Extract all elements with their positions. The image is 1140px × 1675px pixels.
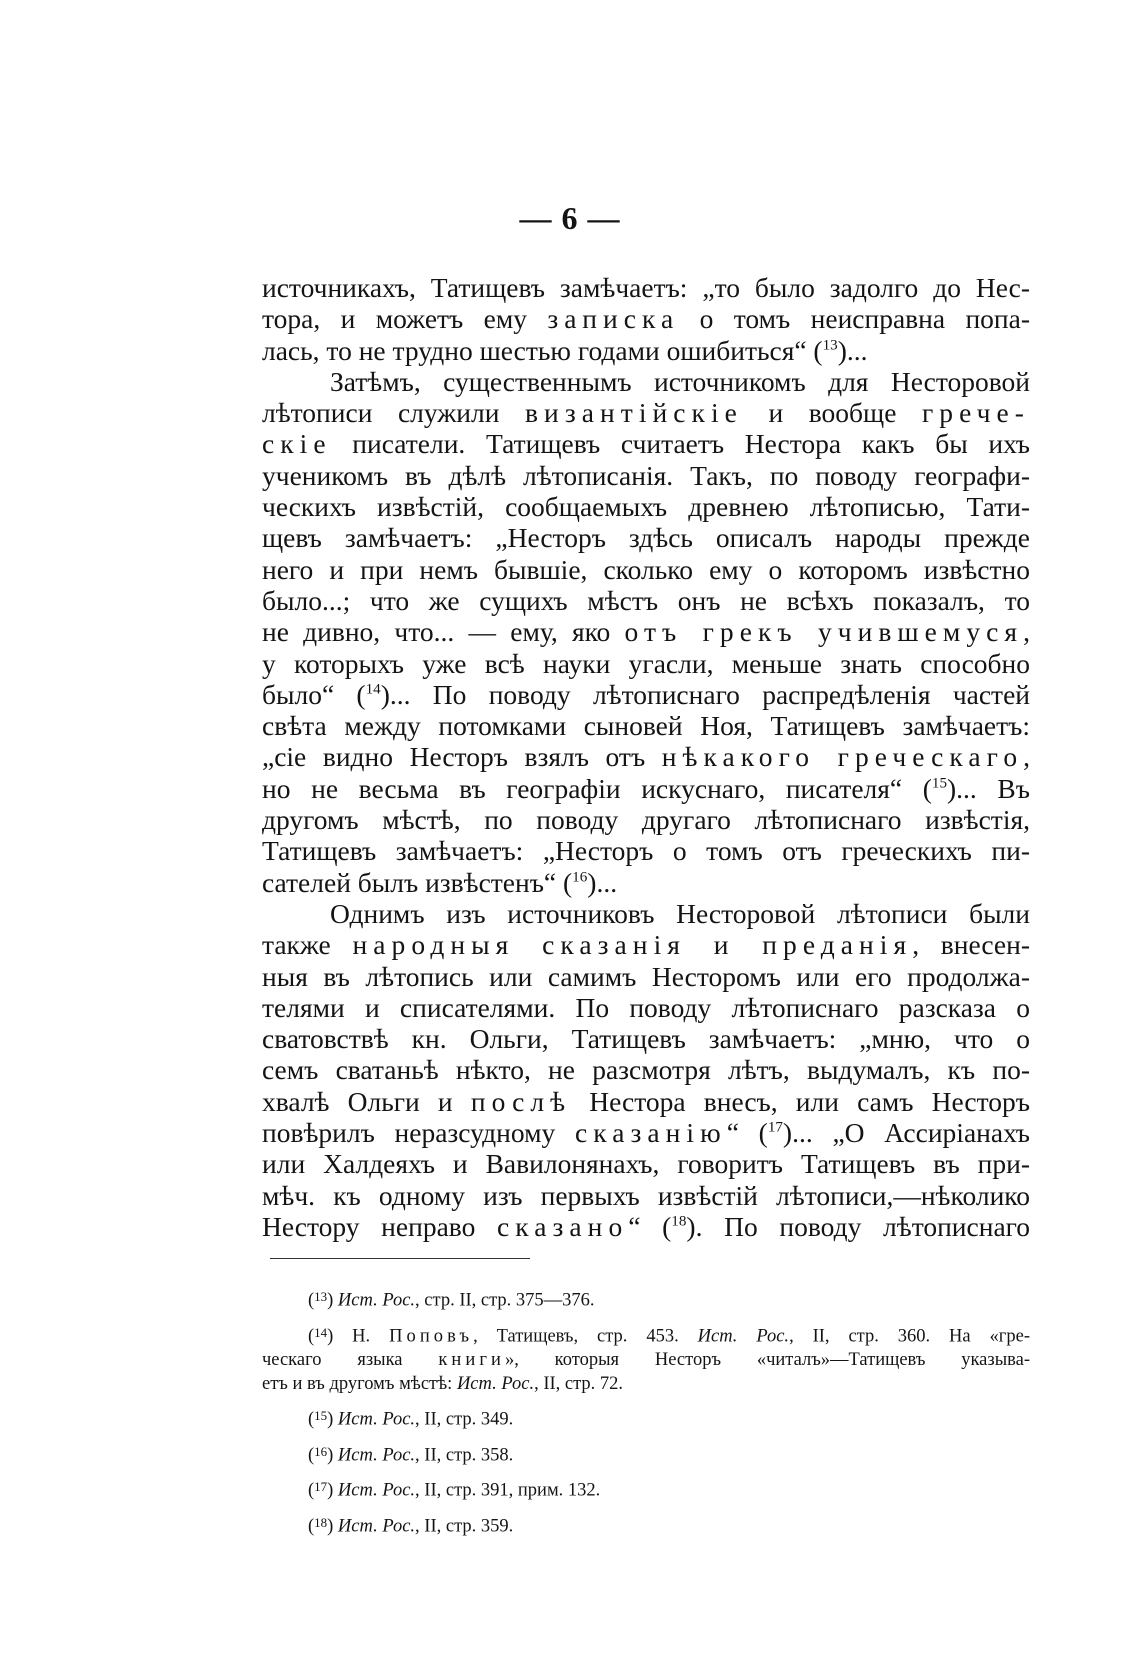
text-line: или Халдеяхъ и Вавилонянахъ, говоритъ Татищевъ въ при- bbox=[262, 1148, 1030, 1180]
footnote-18: ($^{18}$) Ист. Рос., II, стр. 359. bbox=[308, 1514, 514, 1537]
text-line: Татищевъ замѣчаетъ: „Несторъ о томъ отъ греческихъ пи- bbox=[262, 835, 1030, 867]
footnote-14-line: етъ и въ другомъ мѣстѣ: Ист. Рос., II, стр. 72. bbox=[262, 1374, 624, 1395]
footnotes bbox=[262, 1285, 1030, 1546]
text-line: тора, и можетъ ему записка о томъ неисправна попа- bbox=[262, 303, 1030, 335]
text-line: Однимъ изъ источниковъ Несторовой лѣтописи были bbox=[330, 897, 1030, 929]
footnote-ref: 17 bbox=[767, 1119, 783, 1136]
text-line: „сіе видно Несторъ взялъ отъ нѣкакого греческаго, bbox=[262, 741, 1030, 773]
spaced-emphasis: книги bbox=[438, 1350, 505, 1371]
spaced-emphasis: отъ грекъ учившемуся bbox=[624, 616, 1024, 648]
text-line: у которыхъ уже всѣ науки угасли, меньше знать способно bbox=[262, 647, 1030, 679]
text-line: лась, то не трудно шестью годами ошибиться“ ($^{13}$)... bbox=[262, 334, 868, 366]
italic-source: Ист. Рос. bbox=[456, 1374, 535, 1395]
text-line: хвалѣ Ольги и послѣ Нестора внесъ, или самъ Несторъ bbox=[262, 1085, 1031, 1117]
footnote-ref: 15 bbox=[931, 775, 948, 792]
spaced-emphasis: Поповъ bbox=[389, 1326, 474, 1347]
text-line: также народныя сказанія и преданія, внесен- bbox=[262, 929, 1031, 961]
footnote-ref: 18 bbox=[671, 1213, 687, 1230]
footnote-ref: 17 bbox=[314, 1479, 328, 1495]
text-line: щевъ замѣчаетъ: „Несторъ здѣсь описалъ народы прежде bbox=[262, 522, 1030, 554]
text-line: мѣч. къ одному изъ первыхъ извѣстій лѣтописи,—нѣколико bbox=[262, 1179, 1030, 1211]
text-line: свѣта между потомками сыновей Ноя, Татищевъ замѣчаетъ: bbox=[262, 710, 1030, 742]
spaced-emphasis: нѣкакого греческаго bbox=[661, 741, 1024, 773]
spaced-emphasis: народныя сказанія и преданія bbox=[352, 929, 913, 961]
spaced-emphasis: византійскіе bbox=[525, 397, 743, 429]
italic-source: Ист. Рос. bbox=[337, 1445, 416, 1466]
footnote-ref: 16 bbox=[572, 869, 588, 886]
text-line: телями и списателями. По поводу лѣтописнаго разсказа о bbox=[262, 991, 1030, 1023]
footnote-16: ($^{16}$) Ист. Рос., II, стр. 358. bbox=[308, 1443, 514, 1466]
footnote-ref: 13 bbox=[314, 1289, 328, 1304]
text-line: скіе писатели. Татищевъ считаетъ Нестора какъ бы ихъ bbox=[262, 428, 1030, 460]
text-line: сателей былъ извѣстенъ“ ($^{16}$)... bbox=[262, 866, 618, 898]
spaced-emphasis: сказано bbox=[497, 1210, 629, 1242]
text-line: ученикомъ въ дѣлѣ лѣтописанія. Такъ, по поводу географи- bbox=[262, 459, 1030, 491]
footnote-15: ($^{15}$) Ист. Рос., II, стр. 349. bbox=[308, 1408, 514, 1430]
footnote-14-line: ческаго языка книги», которыя Несторъ «читалъ»—Татищевъ указыва- bbox=[262, 1350, 1030, 1371]
text-line: но не весьма въ географіи искуснаго, писателя“ ($^{15}$)... Въ bbox=[262, 772, 1030, 804]
footnote-ref: 15 bbox=[314, 1408, 328, 1424]
footnote-14 bbox=[262, 1321, 1030, 1397]
text-line: Затѣмъ, существеннымъ источникомъ для Несторовой bbox=[330, 365, 1030, 397]
footnote-ref: 14 bbox=[314, 1324, 328, 1340]
text-line: другомъ мѣстѣ, по поводу другаго лѣтописнаго извѣстія, bbox=[262, 804, 1030, 836]
italic-source: Ист. Рос. bbox=[337, 1409, 416, 1430]
spaced-emphasis: записка bbox=[547, 303, 680, 335]
page-number: — 6 — bbox=[519, 200, 621, 236]
spaced-emphasis: скіе bbox=[262, 428, 332, 460]
text-line: источникахъ, Татищевъ замѣчаетъ: „то было задолго до Нес- bbox=[262, 272, 1030, 303]
italic-source: Ист. Рос. bbox=[337, 1480, 416, 1501]
text-line: было“ ($^{14}$)... По поводу лѣтописнаго распредѣленія частей bbox=[262, 678, 1030, 710]
footnote-divider bbox=[270, 1258, 530, 1259]
spaced-emphasis: сказанію bbox=[574, 1117, 727, 1149]
text-line: лѣтописи служили византійскіе и вообще грече- bbox=[262, 397, 1031, 429]
text-line: не дивно, что... — ему, яко отъ грекъ учившемуся, bbox=[262, 616, 1030, 648]
footnote-ref: 16 bbox=[314, 1443, 328, 1459]
text-line: семъ сватаньѣ нѣкто, не разсмотря лѣтъ, выдумалъ, къ по- bbox=[262, 1054, 1030, 1086]
text-line: ческихъ извѣстій, сообщаемыхъ древнею лѣтописью, Тати- bbox=[262, 491, 1030, 523]
text-line: сватовствѣ кн. Ольги, Татищевъ замѣчаетъ: „мню, что о bbox=[262, 1023, 1030, 1055]
footnote-14-line: ($^{14}$) Н. Поповъ, Татищевъ, стр. 453. Ист. Рос., II, стр. 360. На «гре- bbox=[308, 1324, 1030, 1347]
spaced-emphasis: грече- bbox=[921, 397, 1031, 429]
italic-source: Ист. Рос. bbox=[337, 1290, 416, 1311]
italic-source: Ист. Рос. bbox=[697, 1326, 790, 1347]
spaced-emphasis: послѣ bbox=[470, 1085, 572, 1117]
text-line: ныя въ лѣтопись или самимъ Несторомъ или его продолжа- bbox=[262, 960, 1030, 992]
text-line: было...; что же сущихъ мѣстъ онъ не всѣхъ показалъ, то bbox=[262, 584, 1030, 616]
text-line: Нестору неправо сказано“ ($^{18}$). По поводу лѣтописнаго bbox=[262, 1210, 1031, 1242]
text-line: него и при немъ бывшіе, сколько ему о которомъ извѣстно bbox=[262, 553, 1030, 585]
footnote-17: ($^{17}$) Ист. Рос., II, стр. 391, прим. 132. bbox=[308, 1479, 601, 1501]
footnote-ref: 18 bbox=[314, 1514, 328, 1530]
footnote-13: ($^{13}$) Ист. Рос., стр. II, стр. 375—376. bbox=[308, 1289, 595, 1311]
footnote-ref: 13 bbox=[822, 337, 838, 354]
italic-source: Ист. Рос. bbox=[337, 1516, 416, 1537]
body-text bbox=[262, 272, 1030, 1242]
text-line: повѣрилъ неразсудному сказанію“ ($^{17}$)... „О Ассиріанахъ bbox=[262, 1117, 1030, 1149]
footnote-ref: 14 bbox=[365, 681, 381, 698]
